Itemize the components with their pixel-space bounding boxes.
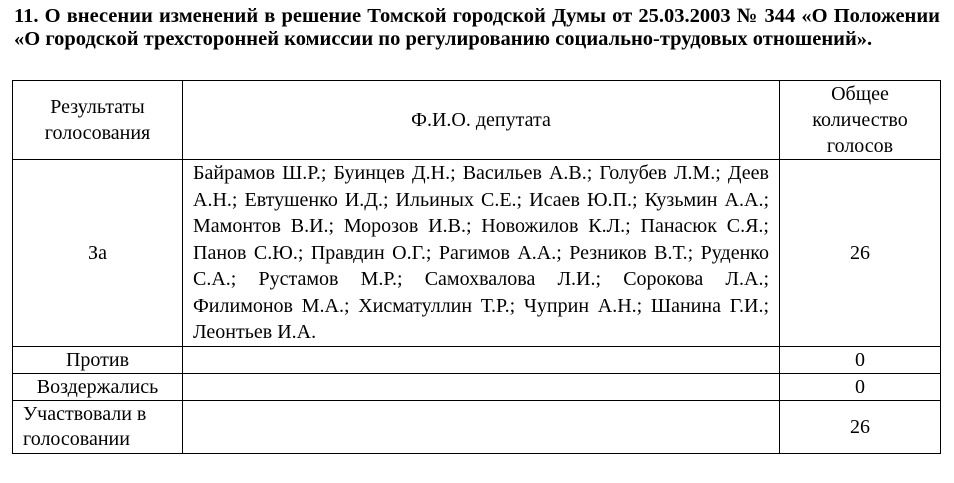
- deputies-for: Байрамов Ш.Р.; Буинцев Д.Н.; Васильев А.В.; Голубев Л.М.; Деев А.Н.; Евтушенко И.Д.; Ильиных С.Е.; Исаев Ю.П.; Кузьмин А.А.; Мамонтов В.И.; Морозов И.В.; Новожилов К.Л.; Панасюк С.Я.; Панов С.Ю.; Правдин О.Г.; Рагимов А.А.; Резников В.Т.; Руденко С.А.; Рустамов М.Р.; Самохвалова Л.И.; Сорокова Л.А.; Филимонов М.А.; Хисматуллин Т.Р.; Чуприн А.Н.; Шанина Г.И.; Леонтьев И.А.: [183, 160, 780, 347]
- result-against: Против: [13, 346, 183, 373]
- voting-results-table: [12, 80, 941, 454]
- table-row-for: [13, 160, 941, 347]
- result-for: За: [13, 160, 183, 347]
- count-for: 26: [780, 160, 941, 347]
- count-against: 0: [780, 346, 941, 373]
- table-header-row: [13, 81, 941, 160]
- header-voting-results: Результаты голосования: [13, 81, 183, 160]
- deputies-participated: [183, 400, 780, 453]
- header-deputy-name: Ф.И.О. депутата: [183, 81, 780, 160]
- deputies-against: [183, 346, 780, 373]
- deputies-abstained: [183, 373, 780, 400]
- header-total-votes: Общее количество голосов: [780, 81, 941, 160]
- count-participated: 26: [780, 400, 941, 453]
- table-row-participated: [13, 400, 941, 453]
- result-participated: Участвовали в голосовании: [13, 400, 183, 453]
- agenda-item-heading: 11. О внесении изменений в решение Томской городской Думы от 25.03.2003 № 344 «О Положении «О городской трехсторонней комиссии по регулированию социально-трудовых отношений».: [14, 5, 940, 50]
- count-abstained: 0: [780, 373, 941, 400]
- table-row-abstained: [13, 373, 941, 400]
- table-row-against: [13, 346, 941, 373]
- result-abstained: Воздержались: [13, 373, 183, 400]
